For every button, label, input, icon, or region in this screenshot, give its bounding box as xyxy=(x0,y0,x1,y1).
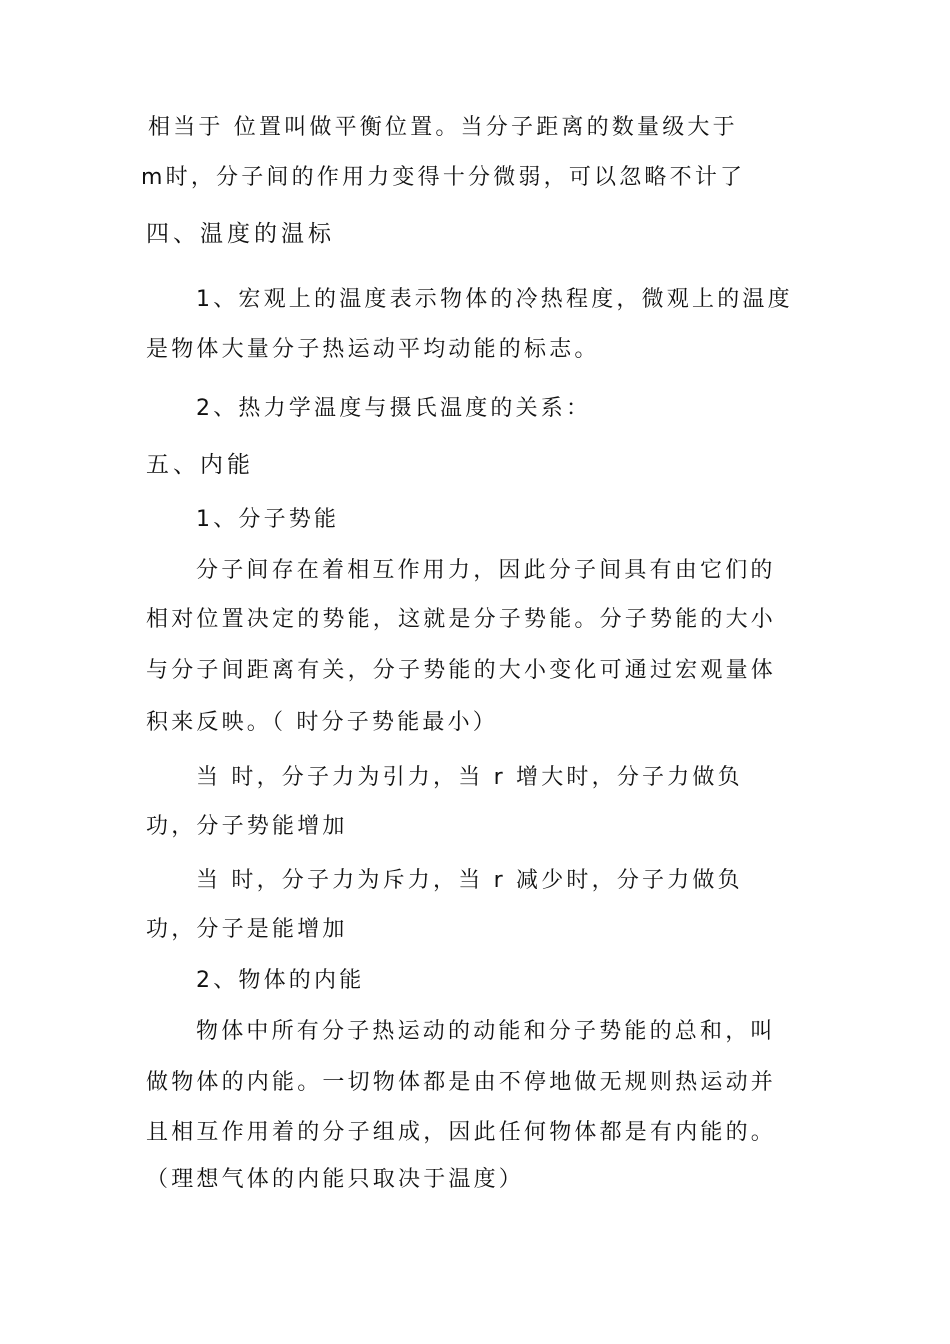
paragraph-line: m时，分子间的作用力变得十分微弱，可以忽略不计了 xyxy=(141,165,746,190)
section-heading-4: 四、温度的温标 xyxy=(146,221,335,247)
list-item-line: 2、热力学温度与摄氏温度的关系： xyxy=(196,396,592,421)
paragraph-line: 相当于 位置叫做平衡位置。当分子距离的数量级大于 xyxy=(148,115,738,140)
paragraph-line: 且相互作用着的分子组成，因此任何物体都是有内能的。 xyxy=(146,1120,777,1145)
subsection-title: 1、分子势能 xyxy=(196,507,340,532)
list-item-line: 是物体大量分子热运动平均动能的标志。 xyxy=(146,337,600,362)
paragraph-line: 当 时，分子力为斥力，当 r 减少时，分子力做负 xyxy=(196,868,743,893)
paragraph-line: 积来反映。（ 时分子势能最小） xyxy=(146,710,498,735)
paragraph-line: （理想气体的内能只取决于温度） xyxy=(146,1167,525,1192)
subsection-title: 2、物体的内能 xyxy=(196,968,365,993)
paragraph-line: 做物体的内能。一切物体都是由不停地做无规则热运动并 xyxy=(146,1070,777,1095)
section-heading-5: 五、内能 xyxy=(146,452,254,478)
paragraph-line: 相对位置决定的势能，这就是分子势能。分子势能的大小 xyxy=(146,607,777,632)
paragraph-line: 分子间存在着相互作用力，因此分子间具有由它们的 xyxy=(196,558,776,583)
paragraph-line: 与分子间距离有关，分子势能的大小变化可通过宏观量体 xyxy=(146,658,777,683)
paragraph-line: 当 时，分子力为引力，当 r 增大时，分子力做负 xyxy=(196,765,743,790)
list-item-line: 1、宏观上的温度表示物体的冷热程度，微观上的温度 xyxy=(196,287,793,312)
paragraph-line: 物体中所有分子热运动的动能和分子势能的总和，叫 xyxy=(196,1019,776,1044)
paragraph-line: 功，分子势能增加 xyxy=(146,814,348,839)
paragraph-line: 功，分子是能增加 xyxy=(146,917,348,942)
